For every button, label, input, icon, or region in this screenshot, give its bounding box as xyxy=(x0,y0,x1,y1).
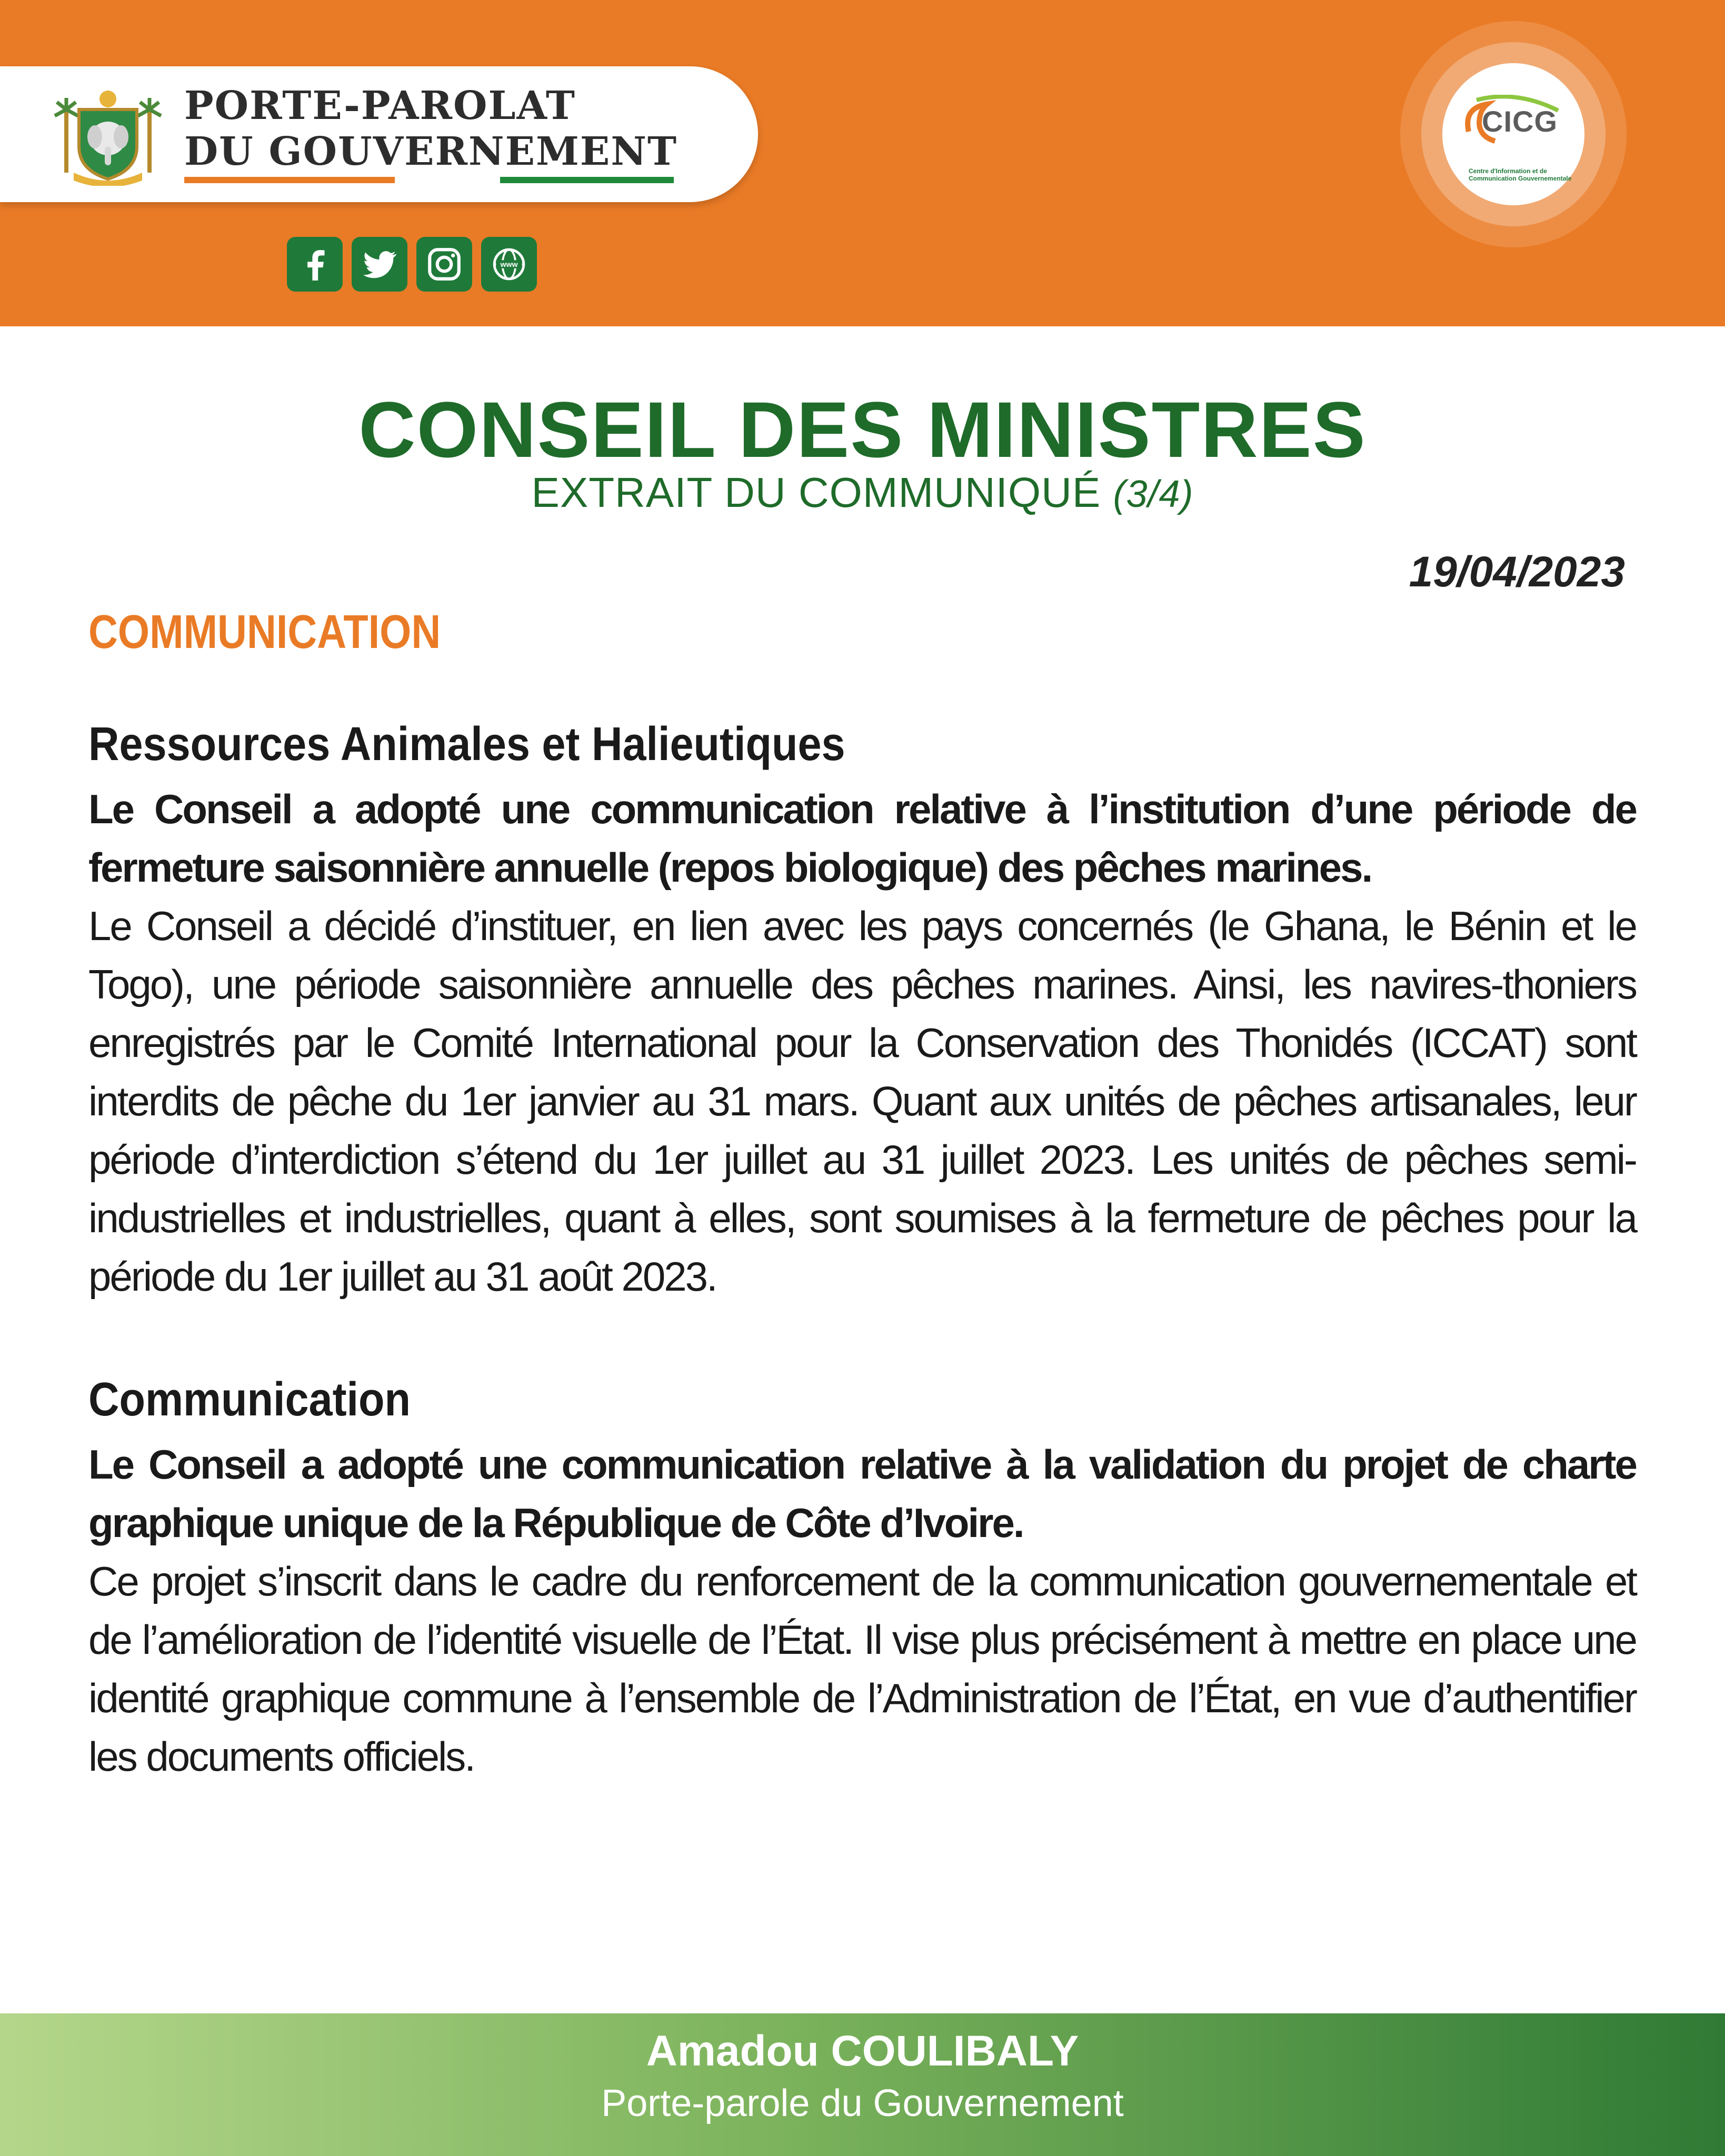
cicg-logo-subtitle: Centre d'Information et de Communication Gouvernementale xyxy=(1469,167,1572,182)
section-heading: Ressources Animales et Halieutiques xyxy=(88,718,845,771)
section-lead: Le Conseil a adopté une communication relative à la validation du projet de charte graphique unique de la République de Côte d’Ivoire. xyxy=(88,1441,1636,1546)
coat-of-arms-icon xyxy=(53,88,163,186)
svg-text:www: www xyxy=(500,260,518,269)
section-heading: Communication xyxy=(88,1373,411,1426)
section-communication xyxy=(88,1371,1636,1786)
subtitle-text: EXTRAIT DU COMMUNIQUÉ xyxy=(531,469,1101,516)
brand-title-line1: PORTE-PAROLAT xyxy=(184,83,576,128)
instagram-icon[interactable] xyxy=(416,237,472,292)
brand-underline-green xyxy=(500,177,674,183)
section-lead: Le Conseil a adopté une communication relative à l’institution d’une période de fermeture saisonnière annuelle (repos biologique) des pêches marines. xyxy=(88,786,1636,891)
brand-title-line2: DU GOUVERNEMENT xyxy=(184,129,678,174)
section-animal-resources xyxy=(88,716,1636,1306)
page-subtitle xyxy=(0,468,1725,517)
signatory-name: Amadou COULIBALY xyxy=(646,2027,1079,2075)
twitter-icon[interactable] xyxy=(352,237,407,292)
subtitle-part: (3/4) xyxy=(1113,473,1194,515)
brand-underline-orange xyxy=(184,177,395,183)
web-icon[interactable] xyxy=(481,237,537,292)
section-label: COMMUNICATION xyxy=(88,606,441,658)
signatory-role: Porte-parole du Gouvernement xyxy=(601,2082,1124,2124)
cicg-logo-text: CICG xyxy=(1482,105,1558,138)
section-body: Ce projet s’inscrit dans le cadre du renforcement de la communication gouvernementale et de l’amélioration de l’identité visuelle de l’État. Il vise plus précisément à mettre en place une identité graphique commune à l’ensemble de l’Administration de l’État, en vue d’authentifier les documents officiels. xyxy=(88,1558,1636,1780)
document-date: 19/04/2023 xyxy=(1409,548,1625,596)
page-title: CONSEIL DES MINISTRES xyxy=(358,385,1367,474)
facebook-icon[interactable] xyxy=(287,237,343,292)
section-body: Le Conseil a décidé d’instituer, en lien avec les pays concernés (le Ghana, le Bénin et le Togo), une période saisonnière annuelle des pêches marines. Ainsi, les navires-thoniers enregistrés par le Comité International pour la Conservation des Thonidés (ICCAT) sont interdits de pêche du 1er janvier au 31 mars. Quant aux unités de pêches artisanales, leur période d’interdiction s’étend du 1er juillet au 31 juillet 2023. Les unités de pêches semi-industrielles et industrielles, quant à elles, sont soumises à la fermeture de pêches pour la période du 1er juillet au 31 août 2023. xyxy=(88,903,1636,1300)
